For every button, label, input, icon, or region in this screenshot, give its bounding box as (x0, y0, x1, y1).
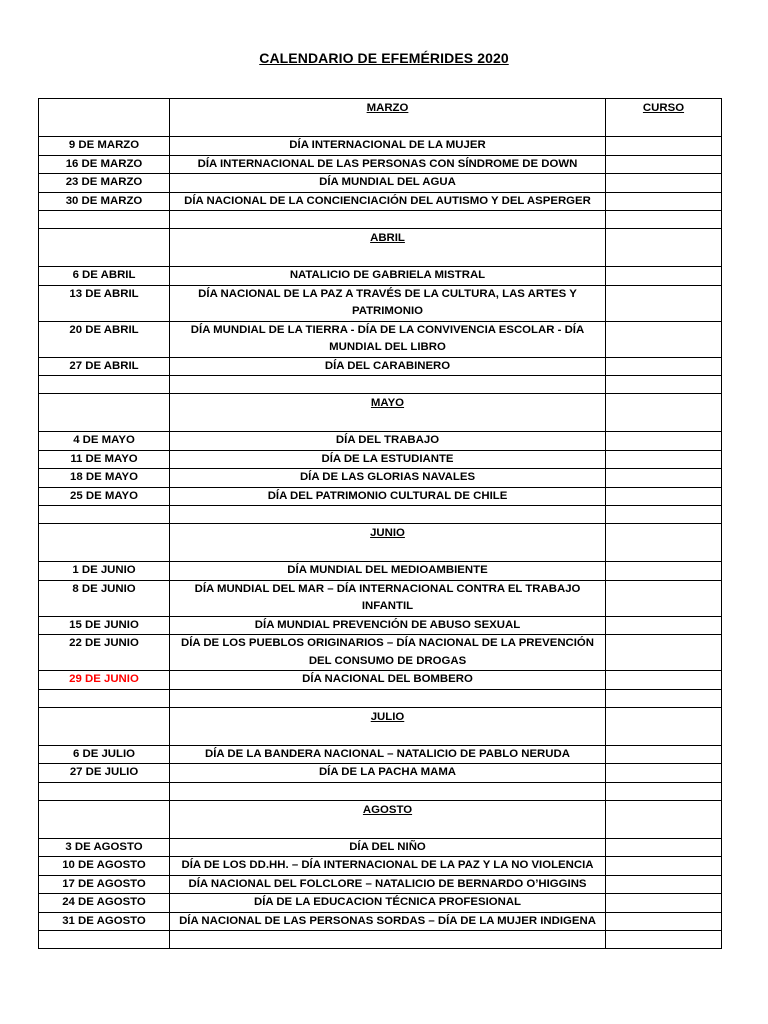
event-date: 27 DE JULIO (39, 764, 170, 783)
event-date: 4 DE MAYO (39, 432, 170, 451)
event-date: 29 DE JUNIO (39, 671, 170, 690)
course-cell (606, 894, 722, 913)
empty-cell (606, 782, 722, 800)
course-header-empty-cell (606, 394, 722, 432)
event-description: DÍA INTERNACIONAL DE LAS PERSONAS CON SÍNDROME DE DOWN (170, 155, 606, 174)
event-date: 17 DE AGOSTO (39, 875, 170, 894)
empty-cell (39, 376, 170, 394)
course-cell (606, 267, 722, 286)
course-cell (606, 912, 722, 931)
event-date: 22 DE JUNIO (39, 635, 170, 671)
course-cell (606, 450, 722, 469)
efemerides-table (38, 98, 722, 949)
course-cell (606, 616, 722, 635)
event-description: DÍA DE LA ESTUDIANTE (170, 450, 606, 469)
event-date: 3 DE AGOSTO (39, 838, 170, 857)
document-title: CALENDARIO DE EFEMÉRIDES 2020 (259, 50, 509, 66)
month-name: JUNIO (170, 524, 606, 562)
table-body (39, 99, 722, 949)
course-header-empty-cell (606, 707, 722, 745)
table-row (39, 192, 722, 211)
blank-separator-row (39, 782, 722, 800)
event-date: 31 DE AGOSTO (39, 912, 170, 931)
table-row (39, 875, 722, 894)
event-description: DÍA INTERNACIONAL DE LA MUJER (170, 137, 606, 156)
month-header-row (39, 99, 722, 137)
table-row (39, 137, 722, 156)
month-header-row (39, 707, 722, 745)
event-description: DÍA DE LAS GLORIAS NAVALES (170, 469, 606, 488)
blank-separator-row (39, 376, 722, 394)
table-row (39, 357, 722, 376)
month-header-empty-cell (39, 229, 170, 267)
empty-cell (170, 506, 606, 524)
month-header-empty-cell (39, 99, 170, 137)
table-row (39, 580, 722, 616)
event-date: 23 DE MARZO (39, 174, 170, 193)
course-cell (606, 875, 722, 894)
empty-cell (39, 506, 170, 524)
event-description: DÍA DE LA EDUCACION TÉCNICA PROFESIONAL (170, 894, 606, 913)
event-date: 1 DE JUNIO (39, 562, 170, 581)
event-date: 24 DE AGOSTO (39, 894, 170, 913)
empty-cell (606, 689, 722, 707)
month-header-row (39, 800, 722, 838)
event-date: 20 DE ABRIL (39, 321, 170, 357)
blank-separator-row (39, 689, 722, 707)
course-cell (606, 764, 722, 783)
table-row (39, 285, 722, 321)
table-row (39, 764, 722, 783)
empty-cell (39, 211, 170, 229)
month-header-row (39, 229, 722, 267)
event-date: 16 DE MARZO (39, 155, 170, 174)
table-row (39, 469, 722, 488)
event-date: 11 DE MAYO (39, 450, 170, 469)
event-description: DÍA DE LOS PUEBLOS ORIGINARIOS – DÍA NACIONAL DE LA PREVENCIÓN DEL CONSUMO DE DROGAS (170, 635, 606, 671)
table-row (39, 857, 722, 876)
blank-separator-row (39, 931, 722, 949)
month-header-row (39, 394, 722, 432)
table-row (39, 635, 722, 671)
course-header-empty-cell (606, 524, 722, 562)
course-cell (606, 671, 722, 690)
event-description: DÍA MUNDIAL DE LA TIERRA - DÍA DE LA CONVIVENCIA ESCOLAR - DÍA MUNDIAL DEL LIBRO (170, 321, 606, 357)
course-cell (606, 432, 722, 451)
month-name: JULIO (170, 707, 606, 745)
course-cell (606, 745, 722, 764)
event-description: DÍA DEL NIÑO (170, 838, 606, 857)
table-row (39, 450, 722, 469)
event-date: 8 DE JUNIO (39, 580, 170, 616)
course-cell (606, 285, 722, 321)
empty-cell (39, 782, 170, 800)
event-description: DÍA NACIONAL DEL BOMBERO (170, 671, 606, 690)
empty-cell (606, 376, 722, 394)
event-description: DÍA MUNDIAL DEL MAR – DÍA INTERNACIONAL CONTRA EL TRABAJO INFANTIL (170, 580, 606, 616)
event-description: DÍA DE LOS DD.HH. – DÍA INTERNACIONAL DE LA PAZ Y LA NO VIOLENCIA (170, 857, 606, 876)
month-name: ABRIL (170, 229, 606, 267)
event-description: DÍA DE LA BANDERA NACIONAL – NATALICIO DE PABLO NERUDA (170, 745, 606, 764)
event-description: DÍA MUNDIAL DEL AGUA (170, 174, 606, 193)
event-date: 13 DE ABRIL (39, 285, 170, 321)
course-cell (606, 487, 722, 506)
event-description: DÍA NACIONAL DEL FOLCLORE – NATALICIO DE BERNARDO O’HIGGINS (170, 875, 606, 894)
course-header-empty-cell (606, 229, 722, 267)
empty-cell (606, 506, 722, 524)
course-cell (606, 357, 722, 376)
event-date: 30 DE MARZO (39, 192, 170, 211)
event-description: DÍA DEL PATRIMONIO CULTURAL DE CHILE (170, 487, 606, 506)
course-cell (606, 562, 722, 581)
course-cell (606, 857, 722, 876)
event-date: 25 DE MAYO (39, 487, 170, 506)
table-row (39, 155, 722, 174)
event-date: 6 DE JULIO (39, 745, 170, 764)
course-cell (606, 580, 722, 616)
course-cell (606, 635, 722, 671)
table-row (39, 321, 722, 357)
month-header-empty-cell (39, 800, 170, 838)
event-description: DÍA MUNDIAL PREVENCIÓN DE ABUSO SEXUAL (170, 616, 606, 635)
empty-cell (170, 376, 606, 394)
month-header-row (39, 524, 722, 562)
event-description: DÍA DEL CARABINERO (170, 357, 606, 376)
empty-cell (606, 931, 722, 949)
event-date: 10 DE AGOSTO (39, 857, 170, 876)
table-row (39, 432, 722, 451)
month-name: MAYO (170, 394, 606, 432)
table-row (39, 912, 722, 931)
event-description: DÍA NACIONAL DE LA CONCIENCIACIÓN DEL AUTISMO Y DEL ASPERGER (170, 192, 606, 211)
table-row (39, 894, 722, 913)
event-date: 6 DE ABRIL (39, 267, 170, 286)
table-row (39, 616, 722, 635)
blank-separator-row (39, 506, 722, 524)
empty-cell (39, 931, 170, 949)
course-cell (606, 174, 722, 193)
event-description: NATALICIO DE GABRIELA MISTRAL (170, 267, 606, 286)
course-cell (606, 137, 722, 156)
empty-cell (170, 689, 606, 707)
event-description: DÍA DEL TRABAJO (170, 432, 606, 451)
event-date: 15 DE JUNIO (39, 616, 170, 635)
table-row (39, 562, 722, 581)
event-date: 18 DE MAYO (39, 469, 170, 488)
course-cell (606, 155, 722, 174)
table-row (39, 487, 722, 506)
month-header-empty-cell (39, 394, 170, 432)
month-header-empty-cell (39, 707, 170, 745)
month-name: AGOSTO (170, 800, 606, 838)
course-cell (606, 321, 722, 357)
course-cell (606, 838, 722, 857)
event-description: DÍA DE LA PACHA MAMA (170, 764, 606, 783)
course-column-header: CURSO (606, 99, 722, 137)
event-description: DÍA NACIONAL DE LA PAZ A TRAVÉS DE LA CULTURA, LAS ARTES Y PATRIMONIO (170, 285, 606, 321)
table-row (39, 174, 722, 193)
course-cell (606, 192, 722, 211)
event-date: 9 DE MARZO (39, 137, 170, 156)
month-name: MARZO (170, 99, 606, 137)
table-row (39, 267, 722, 286)
event-description: DÍA NACIONAL DE LAS PERSONAS SORDAS – DÍA DE LA MUJER INDIGENA (170, 912, 606, 931)
empty-cell (39, 689, 170, 707)
table-row (39, 838, 722, 857)
event-description: DÍA MUNDIAL DEL MEDIOAMBIENTE (170, 562, 606, 581)
event-date: 27 DE ABRIL (39, 357, 170, 376)
course-cell (606, 469, 722, 488)
blank-separator-row (39, 211, 722, 229)
empty-cell (170, 782, 606, 800)
empty-cell (606, 211, 722, 229)
month-header-empty-cell (39, 524, 170, 562)
empty-cell (170, 931, 606, 949)
empty-cell (170, 211, 606, 229)
table-row (39, 671, 722, 690)
course-header-empty-cell (606, 800, 722, 838)
table-row (39, 745, 722, 764)
